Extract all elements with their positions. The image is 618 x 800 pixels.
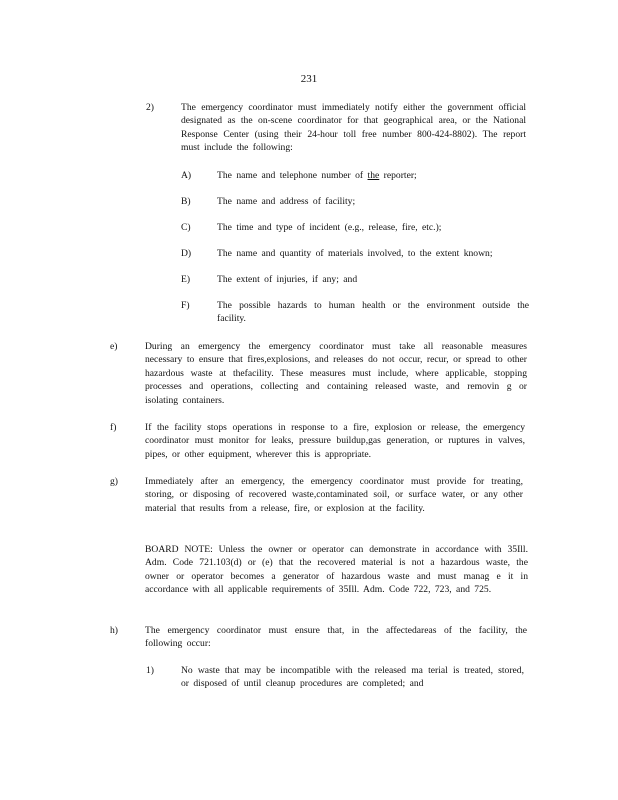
subitem-marker: E)	[181, 274, 191, 285]
item-marker: f)	[110, 422, 117, 433]
paragraph-item-h-1	[146, 664, 526, 692]
item-text: The emergency coordinator must ensure that, in the affectedareas of the facility, the following occur:	[145, 625, 527, 650]
item-marker: 2)	[146, 102, 154, 113]
subitem-text-before: The name and telephone number of	[217, 170, 368, 181]
item-text: No waste that may be incompatible with the released ma terial is treated, stored, or disposed of until cleanup procedures are completed; and	[181, 665, 524, 690]
page-number: 231	[300, 73, 318, 85]
subitem-marker: B)	[181, 196, 191, 207]
item-text: If the facility stops operations in response to a fire, explosion or release, the emergency coordinator must monitor for leaks, pressure buildup,gas generation, or ruptures in valves, pipes, or other equipment, wherever this is appropriate.	[145, 422, 525, 460]
item-marker: 1)	[146, 665, 154, 676]
subitem-c	[181, 221, 536, 235]
item-text: Immediately after an emergency, the emergency coordinator must provide for treating, storing, or disposing of recovered waste,contaminated soil, or surface water, or any other material that results from a release, fire, or explosion at the facility.	[145, 476, 523, 514]
subitem-b	[181, 195, 536, 209]
subitem-text: The possible hazards to human health or the environment outside the facility.	[217, 300, 529, 325]
subitem-text: The time and type of incident (e.g., release, fire, etc.);	[217, 222, 442, 233]
item-marker: h)	[110, 625, 118, 636]
board-note	[145, 543, 530, 613]
subitem-marker: D)	[181, 248, 192, 259]
board-note-text: BOARD NOTE: Unless the owner or operator can demonstrate in accordance with 35Ill. Adm. Code 721.103(d) or (e) that the recovered material is not a hazardous waste, the owner or operator becomes a generator of hazardous waste and must manag e it in accordance with all applicable requirements of 35Ill. Adm. Code 722, 723, and 725.	[145, 544, 528, 596]
subitem-e	[181, 273, 536, 287]
subitem-marker: A)	[181, 170, 192, 181]
paragraph-item-2	[146, 101, 526, 157]
item-text: The emergency coordinator must immediately notify either the government official designated as the on-scene coordinator for that geographical area, or the National Response Center (using their 24-hour toll free number 800-424-8802). The report must include the following:	[181, 102, 526, 154]
item-marker: g)	[110, 476, 118, 487]
subitem-marker: C)	[181, 222, 191, 233]
item-marker: e)	[110, 341, 118, 352]
paragraph-item-g	[110, 475, 530, 531]
subitem-text	[217, 169, 417, 182]
item-text: During an emergency the emergency coordinator must take all reasonable measures necessary to ensure that fires,explosions, and releases do not occur, recur, or spread to other hazardous waste at thefacility. These measures must include, where applicable, stopping processes and operations, collecting and containing released waste, and removin g or isolating containers.	[145, 341, 527, 406]
subitem-text-after: reporter;	[379, 170, 417, 181]
subitem-marker: F)	[181, 300, 190, 311]
subitem-text: The name and quantity of materials involved, to the extent known;	[217, 248, 493, 259]
subitem-a	[181, 169, 536, 183]
paragraph-item-e	[110, 340, 530, 410]
paragraph-item-h	[110, 624, 530, 652]
subitem-text: The name and address of facility;	[217, 196, 356, 207]
paragraph-item-f	[110, 421, 530, 463]
subitem-text: The extent of injuries, if any; and	[217, 274, 358, 285]
subitem-text-underlined: the	[367, 170, 380, 181]
subitem-d	[181, 247, 536, 261]
subitem-f	[181, 299, 536, 327]
